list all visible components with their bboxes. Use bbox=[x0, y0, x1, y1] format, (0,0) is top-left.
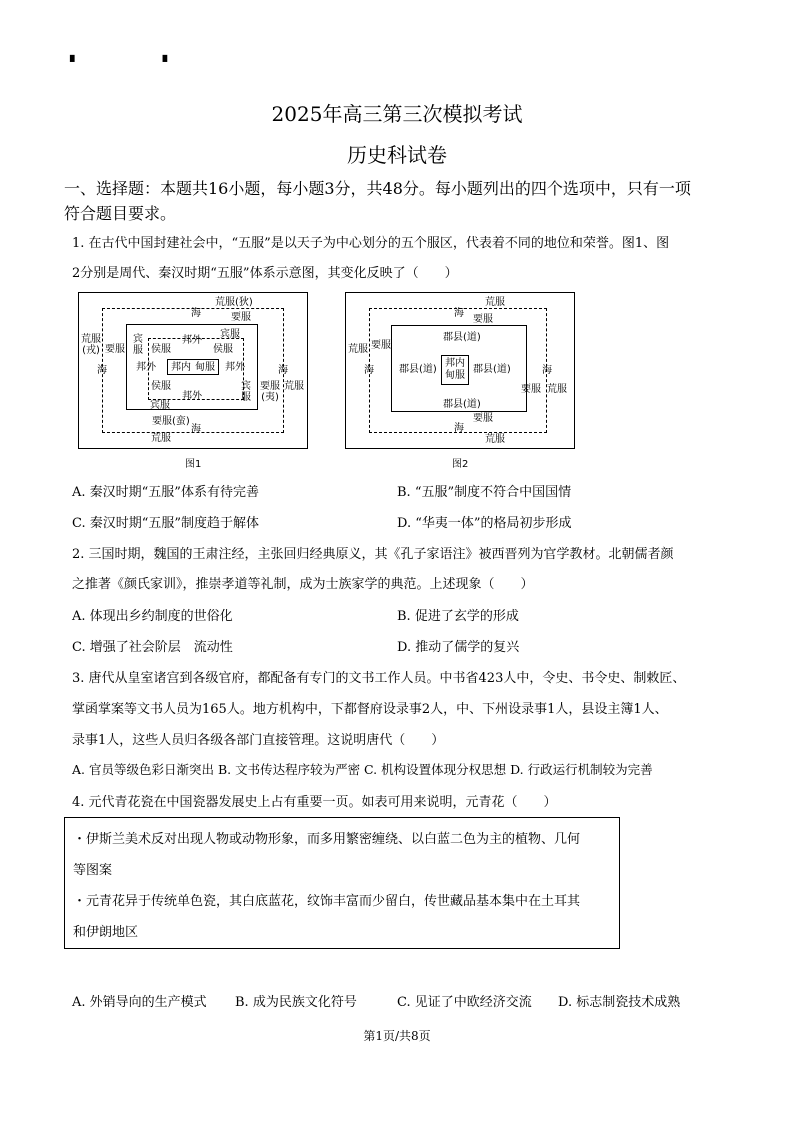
fig1-label-yao-right: 要服(夷) bbox=[260, 381, 280, 403]
fig2-label-yao-right: 要服 bbox=[521, 384, 541, 395]
figure-2-caption: 图2 bbox=[452, 459, 469, 470]
fig1-label-top-outer: 荒服(狄) bbox=[215, 297, 253, 308]
corner-mark-left: ▘ bbox=[70, 55, 80, 69]
fig1-label-bangwai-left: 邦外 bbox=[136, 362, 156, 373]
fig1-label-bangwai-top: 邦外 bbox=[182, 335, 202, 346]
fig1-label-yao-top: 要服 bbox=[231, 312, 251, 323]
q4-material-line4: 和伊朗地区 bbox=[73, 925, 139, 940]
q1-option-d[interactable]: D. “华夷一体”的格局初步形成 bbox=[397, 516, 572, 531]
section-header-line2: 符合题目要求。 bbox=[64, 204, 177, 223]
fig1-label-binfu-top: 宾服 bbox=[220, 329, 240, 340]
page-number: 第1页/共8页 bbox=[363, 1029, 431, 1043]
fig2-label-sea-bottom: 海 bbox=[454, 423, 464, 434]
q2-option-b[interactable]: B. 促进了玄学的形成 bbox=[397, 609, 519, 624]
figure-1-caption: 图1 bbox=[185, 459, 202, 470]
fig1-label-houfu-right-top: 侯服 bbox=[213, 344, 233, 355]
q2-option-a[interactable]: A. 体现出乡约制度的世俗化 bbox=[72, 609, 233, 624]
fig1-label-sea-top: 海 bbox=[191, 308, 201, 319]
q4-material-box bbox=[64, 817, 620, 949]
fig1-label-bangwai-right: 邦外 bbox=[225, 362, 245, 373]
fig2-label-yao-left: 要服 bbox=[371, 340, 391, 351]
fig1-label-huang-bottom: 荒服 bbox=[151, 433, 171, 444]
fig2-label-huang-right: 荒服 bbox=[547, 384, 567, 395]
fig2-label-dianfu: 甸服 bbox=[445, 370, 465, 381]
q2-option-c[interactable]: C. 增强了社会阶层 流动性 bbox=[72, 640, 233, 655]
fig2-label-sea-top: 海 bbox=[454, 308, 464, 319]
fig1-label-sea-left: 海 bbox=[97, 365, 107, 376]
fig1-label-huang-left: 荒服(戎) bbox=[81, 334, 101, 356]
fig2-label-huang-left: 荒服 bbox=[348, 344, 368, 355]
q1-option-c[interactable]: C. 秦汉时期“五服”制度趋于解体 bbox=[72, 516, 260, 531]
page-subtitle: 历史科试卷 bbox=[347, 143, 447, 167]
fig1-label-sea-right: 海 bbox=[278, 365, 288, 376]
fig1-label-yao-bottom: 要服(蛮) bbox=[152, 416, 190, 427]
page-title: 2025年高三第三次模拟考试 bbox=[271, 102, 523, 126]
fig1-label-binfu-left: 宾服 bbox=[133, 334, 143, 356]
q4-option-b[interactable]: B. 成为民族文化符号 bbox=[235, 995, 357, 1010]
q1-option-b[interactable]: B. “五服”制度不符合中国国情 bbox=[397, 485, 572, 500]
fig2-label-yao-bottom: 要服 bbox=[473, 413, 493, 424]
section-header-line1: 一、选择题：本题共16小题，每小题3分，共48分。每小题列出的四个选项中，只有一项 bbox=[64, 179, 691, 198]
fig1-label-binfu-right: 宾服 bbox=[241, 381, 251, 403]
q3-options[interactable]: A. 官员等级色彩日渐突出 B. 文书传达程序较为严密 C. 机构设置体现分权思想 D. 行政运行机制较为完善 bbox=[72, 762, 653, 777]
fig2-label-huang-top: 荒服 bbox=[485, 297, 505, 308]
fig2-label-bangnei: 邦内 bbox=[445, 358, 465, 369]
q3-stem-line1: 3. 唐代从皇室诸宫到各级官府，都配备有专门的文书工作人员。中书省423人中，令史、书令史、制敕匠、 bbox=[72, 671, 686, 686]
fig2-label-junxian-right: 郡县(道) bbox=[473, 364, 511, 375]
fig2-label-huang-bottom: 荒服 bbox=[485, 434, 505, 445]
fig1-label-yao-left: 要服 bbox=[105, 344, 125, 355]
fig2-label-junxian-bottom: 郡县(道) bbox=[443, 399, 481, 410]
q4-option-c[interactable]: C. 见证了中欧经济交流 bbox=[397, 995, 532, 1010]
q3-stem-line3: 录事1人，这些人员归各级各部门直接管理。这说明唐代（ ） bbox=[72, 733, 445, 748]
q1-stem-line1: 1. 在古代中国封建社会中，“五服”是以天子为中心划分的五个服区，代表着不同的地位和荣誉。图1、图 bbox=[72, 236, 670, 251]
fig2-label-junxian-left: 郡县(道) bbox=[399, 364, 437, 375]
q4-material-line2: 等图案 bbox=[73, 863, 113, 878]
fig2-label-junxian-top: 郡县(道) bbox=[443, 332, 481, 343]
q2-stem-line2: 之推著《颜氏家训》，推崇孝道等礼制，成为士族家学的典范。上述现象（ ） bbox=[72, 577, 534, 592]
fig1-label-houfu-left-top: 侯服 bbox=[151, 344, 171, 355]
fig1-label-bangwai-bottom: 邦外 bbox=[182, 391, 202, 402]
fig1-label-bangnei: 邦内 bbox=[171, 362, 191, 373]
q1-stem-line2: 2分别是周代、秦汉时期“五服”体系示意图，其变化反映了（ ） bbox=[72, 266, 458, 281]
figure-1-diagram bbox=[78, 292, 308, 449]
fig1-label-houfu-left-bottom: 侯服 bbox=[151, 381, 171, 392]
fig2-label-sea-right: 海 bbox=[542, 365, 552, 376]
figure-2-diagram bbox=[345, 292, 575, 449]
fig1-label-sea-bottom: 海 bbox=[191, 424, 201, 435]
q4-option-a[interactable]: A. 外销导向的生产模式 bbox=[72, 995, 207, 1010]
fig1-label-dianfu: 甸服 bbox=[195, 362, 215, 373]
q3-stem-line2: 掌函掌案等文书人员为165人。地方机构中，下都督府设录事2人，中、下州设录事1人，县设主簿1人、 bbox=[72, 702, 668, 717]
fig2-label-sea-left: 海 bbox=[364, 365, 374, 376]
q4-stem: 4. 元代青花瓷在中国瓷器发展史上占有重要一页。如表可用来说明，元青花（ ） bbox=[72, 795, 557, 810]
q2-option-d[interactable]: D. 推动了儒学的复兴 bbox=[397, 640, 520, 655]
fig1-label-binfu-bottom: 宾服 bbox=[150, 400, 170, 411]
q2-stem-line1: 2. 三国时期，魏国的王肃注经，主张回归经典原义，其《孔子家语注》被西晋列为官学教材。北朝儒者颜 bbox=[72, 547, 674, 562]
fig1-label-huang-right: 荒服 bbox=[284, 381, 304, 392]
corner-mark-right: ▝ bbox=[158, 55, 168, 69]
q4-material-line1: ・伊斯兰美术反对出现人物或动物形象，而多用繁密缠绕、以白蓝二色为主的植物、几何 bbox=[73, 832, 581, 847]
fig2-label-yao-top: 要服 bbox=[473, 314, 493, 325]
q4-option-d[interactable]: D. 标志制瓷技术成熟 bbox=[558, 995, 681, 1010]
q4-material-line3: ・元青花异于传统单色瓷，其白底蓝花，纹饰丰富而少留白，传世藏品基本集中在土耳其 bbox=[73, 894, 581, 909]
q1-option-a[interactable]: A. 秦汉时期“五服”体系有待完善 bbox=[72, 485, 259, 500]
